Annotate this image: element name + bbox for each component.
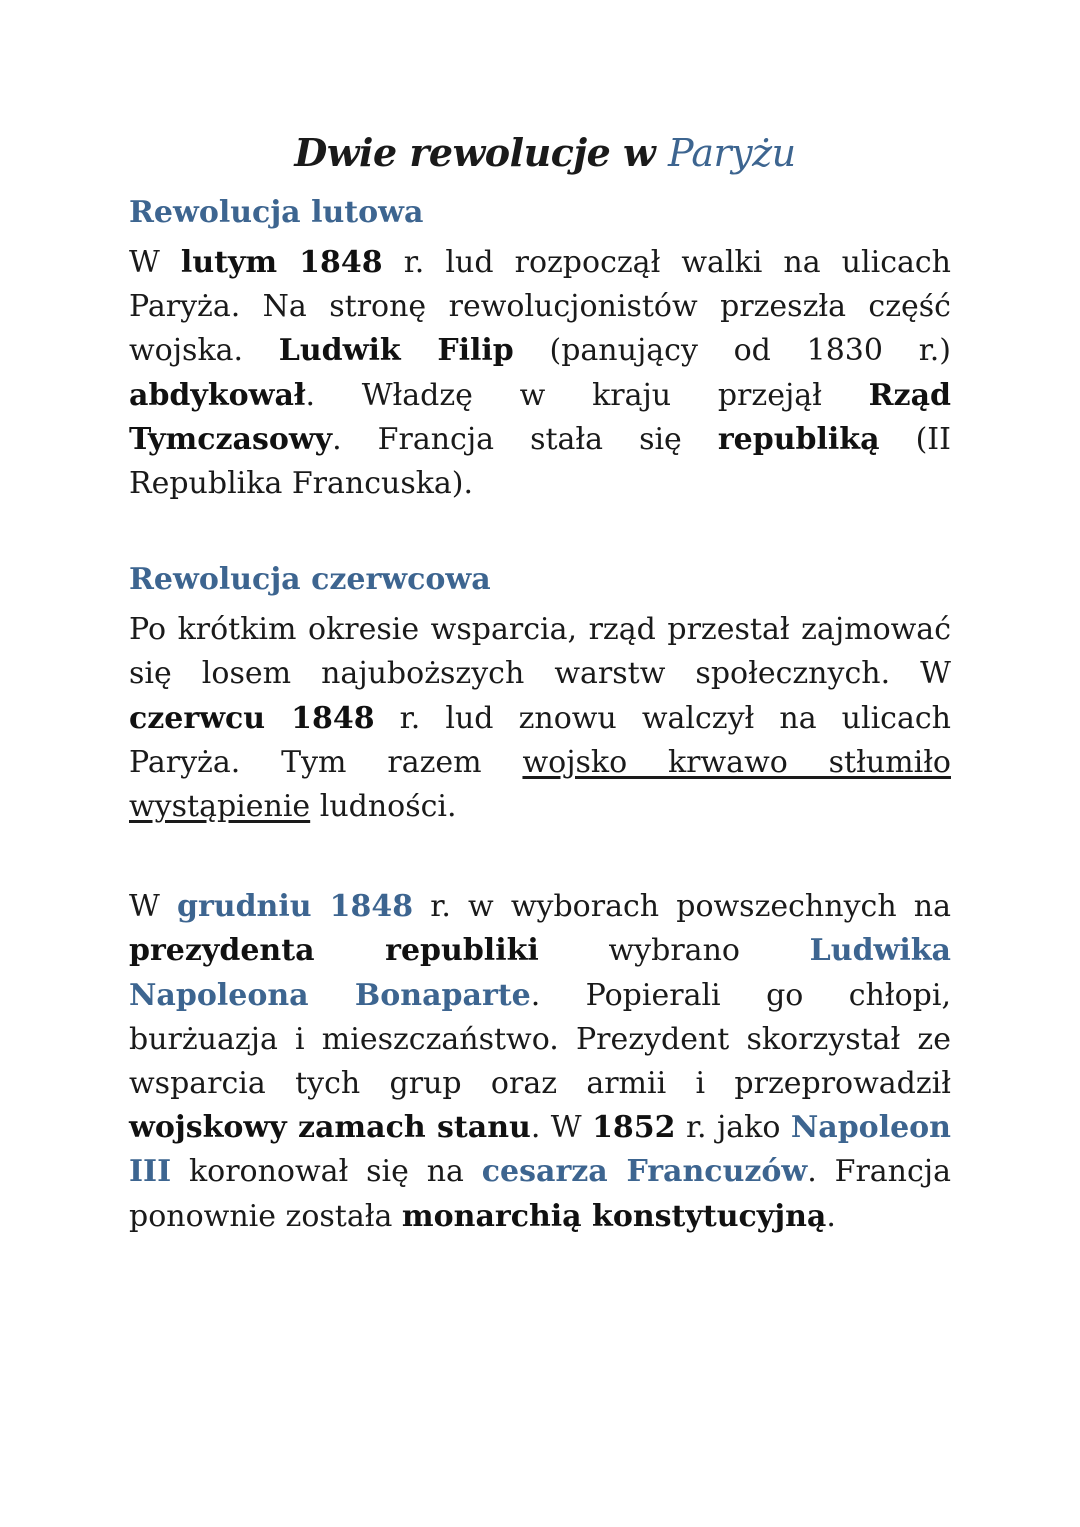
bold-term: wojskowy zamach stanu [129,1110,531,1146]
text: Po krótkim okresie wsparcia, rząd przestał zajmować się losem najuboższych warstw społecznych. W [129,612,951,692]
spacer [129,829,951,885]
bold-term: 1852 [592,1110,676,1146]
text: r. lud znowu walczył na ulicach Paryża. Tym razem [129,700,951,780]
text: koronował się na [171,1154,482,1190]
text: . Francja stała się [332,421,718,457]
bold-term: czerwcu 1848 [129,700,375,736]
text: r. lud rozpoczął walki na ulicach Paryża. Na stronę rewolucjonistów przeszła część wojska. [129,245,951,369]
section-june-revolution [129,558,951,829]
section-february-revolution [129,191,951,506]
colored-term: grudniu 1848 [176,889,414,925]
bold-term: abdykował [129,377,306,413]
title-accent: Paryżu [667,131,796,175]
section-paragraph [129,885,951,1239]
text: . [826,1198,836,1234]
document-page [129,130,951,1239]
text: wybrano [538,933,810,969]
text: . Francja ponownie została [129,1154,951,1234]
colored-term: Ludwika Napoleona Bonaparte [129,933,951,1013]
section-heading: Rewolucja lutowa [129,195,424,230]
page-title [129,130,951,175]
text: ludności. [310,789,457,825]
bold-term: lutym 1848 [180,245,383,280]
underlined-phrase: wojsko krwawo stłumiło wystąpienie [129,744,951,825]
spacer [129,506,951,558]
bold-term: Ludwik Filip [278,333,514,369]
section-paragraph [129,241,951,506]
text: r. jako [675,1110,791,1146]
colored-term: Napoleon III [129,1110,951,1190]
bold-term: Rząd Tymczasowy [129,377,951,457]
text: r. w wyborach powszechnych na [413,889,952,925]
bold-term: prezydenta republiki [129,933,539,969]
bold-term: monarchią konstytucyjną [401,1198,827,1234]
title-main: Dwie rewolucje w [294,130,668,175]
section-heading: Rewolucja czerwcowa [129,562,491,598]
text: . W [530,1110,593,1146]
text: (II Republika Francuska). [129,421,951,502]
text: (panujący od 1830 r.) [513,333,951,369]
section-december-election [129,885,951,1239]
text: . Władzę w kraju przejął [305,377,869,413]
text: W [129,889,177,925]
text: W [129,245,181,280]
text: . Popierali go chłopi, burżuazja i mieszczaństwo. Prezydent skorzystał ze wsparcia tych grup oraz armii i przeprowadził [129,977,951,1102]
bold-term: republiką [717,421,880,457]
section-paragraph [129,608,951,829]
colored-term: cesarza Francuzów [481,1154,808,1190]
